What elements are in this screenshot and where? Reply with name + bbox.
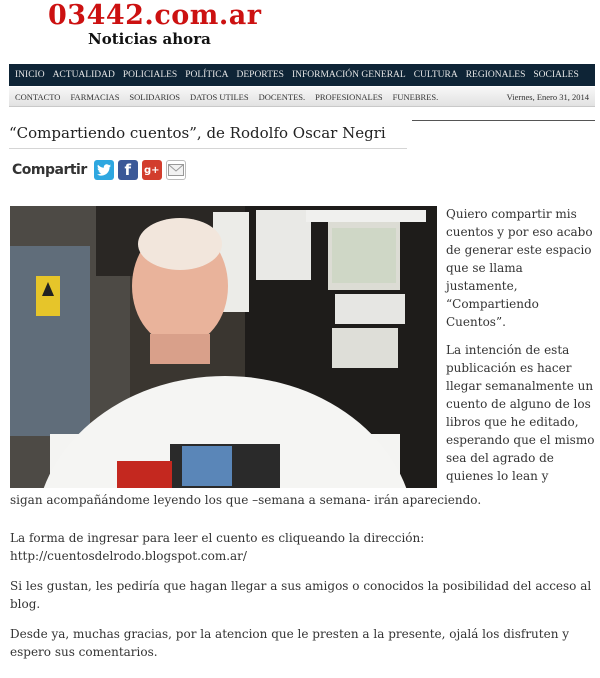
nav-policiales[interactable]: POLICIALES: [122, 70, 178, 80]
nav-funebres[interactable]: FUNEBRES.: [392, 91, 439, 102]
nav-regionales[interactable]: REGIONALES: [465, 70, 526, 80]
nav-politica[interactable]: POLÍTICA: [185, 70, 229, 80]
nav-solidarios[interactable]: SOLIDARIOS: [129, 91, 180, 102]
paragraph: Si les gustan, les pediría que hagan llegar a sus amigos o conocidos la posibilidad del acceso al blog.: [10, 579, 592, 611]
current-date: Viernes, Enero 31, 2014: [506, 91, 589, 102]
site-logo[interactable]: 03442.com.ar: [48, 0, 262, 31]
article-title: “Compartiendo cuentos”, de Rodolfo Oscar Negri: [9, 124, 386, 142]
site-tagline: Noticias ahora: [88, 30, 211, 48]
nav-datos-utiles[interactable]: DATOS UTILES: [189, 91, 249, 102]
google-plus-icon[interactable]: g+: [142, 160, 162, 180]
nav-deportes[interactable]: DEPORTES: [236, 70, 284, 80]
nav-cultura[interactable]: CULTURA: [413, 70, 458, 80]
divider: [412, 120, 595, 121]
share-label: Compartir: [12, 162, 87, 178]
nav-actualidad[interactable]: ACTUALIDAD: [52, 70, 115, 80]
twitter-icon[interactable]: [94, 160, 114, 180]
paragraph: La forma de ingresar para leer el cuento es cliqueando la dirección: http://cuentosdelrodo.blogspot.com.ar/: [10, 531, 425, 563]
paragraph: Quiero compartir mis cuentos y por eso acabo de generar este espacio que se llama justamente, “Compartiendo Cuentos”.: [446, 207, 593, 329]
paragraph: Desde ya, muchas gracias, por la atencion que le presten a la presente, ojalá los disfruten y espero sus comentarios.: [10, 627, 570, 659]
paragraph: sigan acompañándome leyendo los que –semana a semana- irán apareciendo.: [10, 493, 482, 507]
mail-icon[interactable]: [166, 160, 186, 180]
nav-contacto[interactable]: CONTACTO: [15, 91, 61, 102]
share-bar: [12, 160, 186, 180]
nav-docentes[interactable]: DOCENTES.: [258, 91, 306, 102]
paragraph: La intención de esta publicación es hacer llegar semanalmente un cuento de alguno de los libros que he editado, esperando que el mismo sea del agrado de quienes lo lean y: [446, 343, 595, 483]
secondary-nav: [9, 87, 595, 107]
nav-informacion-general[interactable]: INFORMACIÓN GENERAL: [291, 70, 406, 80]
facebook-icon[interactable]: f: [118, 160, 138, 180]
article-side-text: [446, 205, 596, 495]
article-header: [9, 118, 407, 149]
nav-farmacias[interactable]: FARMACIAS: [70, 91, 120, 102]
nav-inicio[interactable]: INICIO: [15, 70, 45, 80]
article-photo: [10, 206, 437, 488]
nav-profesionales[interactable]: PROFESIONALES: [315, 91, 383, 102]
main-nav: [9, 64, 595, 86]
nav-sociales[interactable]: SOCIALES: [533, 70, 579, 80]
